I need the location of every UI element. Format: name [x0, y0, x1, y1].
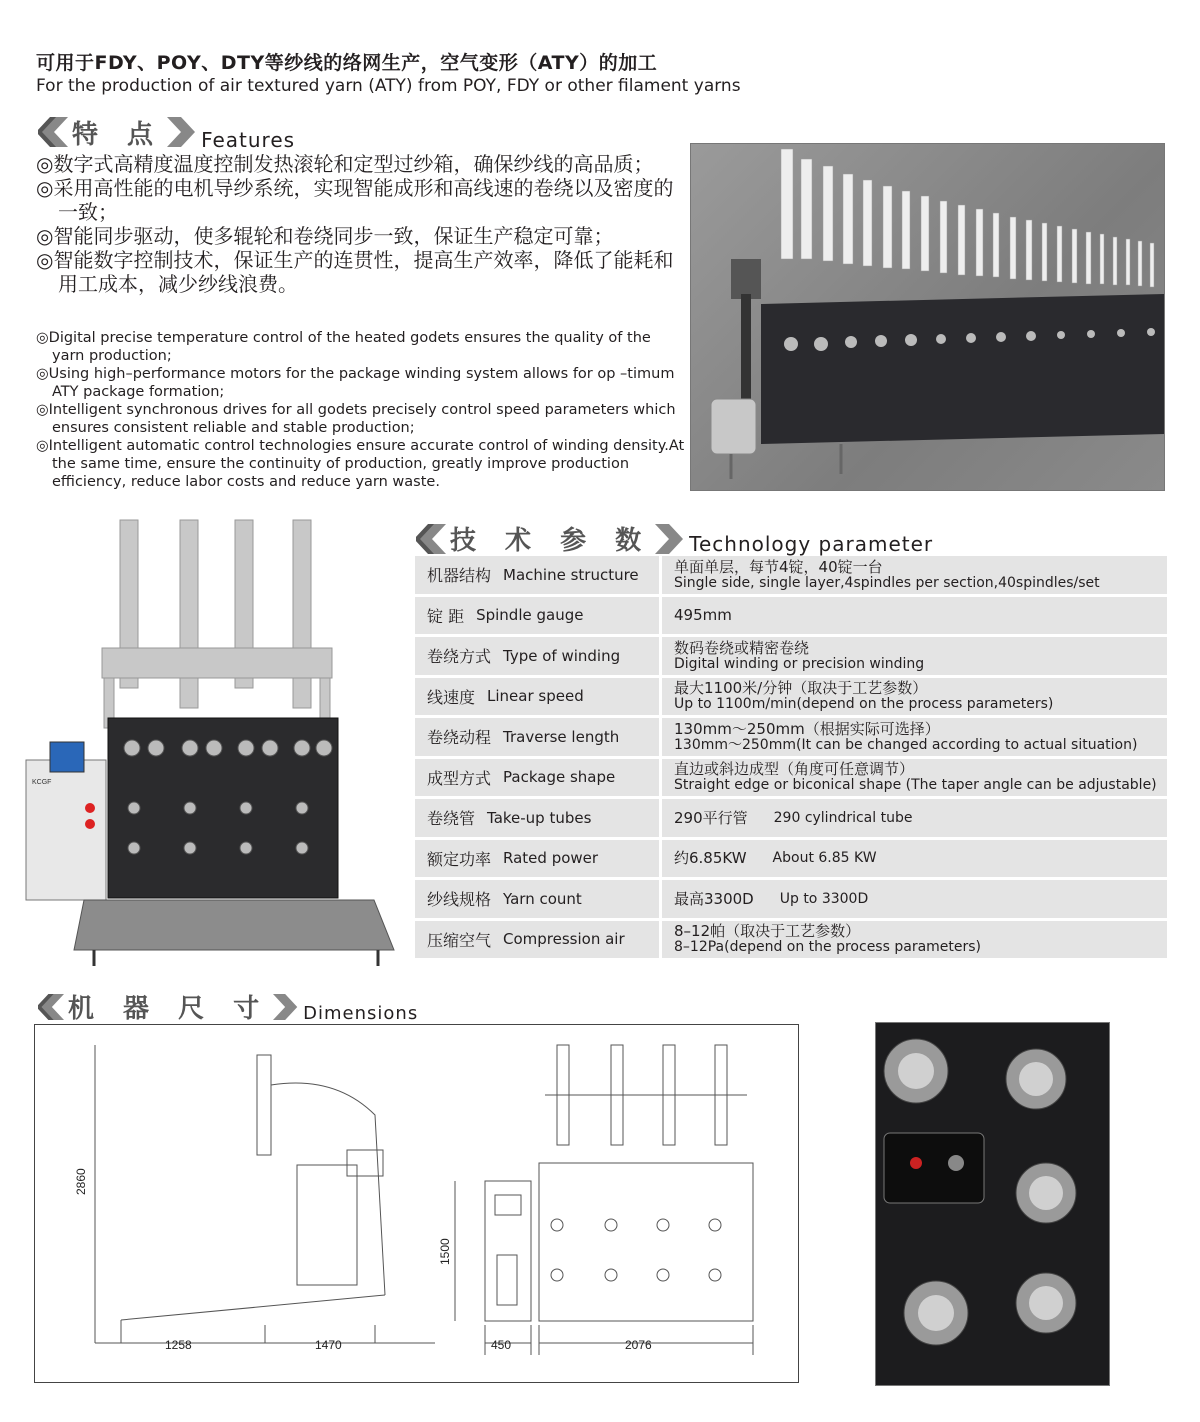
param-value-en: 8–12Pa(depend on the process parameters)	[674, 939, 982, 956]
param-value-en: Single side, single layer,4spindles per section,40spindles/set	[674, 574, 1100, 591]
table-row	[415, 556, 1167, 594]
features-heading	[38, 112, 295, 152]
tech-heading	[416, 520, 933, 557]
param-value-cn: 单面单层，每节4锭，40锭一台	[674, 557, 883, 576]
table-row	[415, 637, 1167, 675]
dim-cabinet-height-label: 1500	[438, 1238, 452, 1265]
features-list-en	[36, 329, 686, 491]
param-value-cn: 直边或斜边成型（角度可任意调节）	[674, 760, 915, 779]
param-value: 495mm	[674, 606, 732, 625]
left-chevron-icon	[38, 992, 64, 1022]
param-name-cn: 线速度	[427, 687, 476, 707]
dim-depth-a-label: 1258	[165, 1338, 192, 1352]
feature-item-cn: ◎智能数字控制技术，保证生产的连贯性，提高生产效率，降低了能耗和用工成本，减少纱线浪费。	[36, 248, 674, 296]
param-value-cn: 130mm～250mm（根据实际可选择）	[674, 719, 940, 738]
param-name-cn: 卷绕方式	[427, 647, 492, 667]
feature-item-cn: ◎数字式高精度温度控制发热滚轮和定型过纱箱，确保纱线的高品质；	[36, 152, 654, 176]
param-name-cn: 额定功率	[427, 849, 492, 869]
dimensions-heading-en: Dimensions	[303, 1003, 419, 1024]
param-value-en: Straight edge or biconical shape (The taper angle can be adjustable)	[674, 777, 1157, 794]
page-title-en: For the production of air textured yarn (ATY) from POY, FDY or other filament yarns	[36, 76, 741, 96]
param-name-en: Yarn count	[503, 889, 582, 908]
table-row	[415, 759, 1167, 797]
param-value-cn: 约6.85KW	[674, 849, 747, 868]
param-name-en: Take-up tubes	[487, 808, 592, 827]
table-row	[415, 799, 1167, 837]
param-name-en: Package shape	[503, 768, 616, 787]
godet-closeup-photo	[875, 1022, 1110, 1386]
feature-item-en: ◎Using high–performance motors for the package winding system allows for op –timum ATY package formation;	[36, 366, 675, 400]
page-title-cn: 可用于FDY、POY、DTY等纱线的络网生产，空气变形（ATY）的加工	[36, 52, 658, 74]
param-name-cn: 锭 距	[427, 606, 465, 626]
features-list-cn	[36, 152, 676, 296]
param-value-en: Up to 3300D	[779, 890, 869, 907]
param-value-en: 290 cylindrical tube	[773, 809, 913, 826]
dim-height-label: 2860	[74, 1168, 88, 1195]
param-name-cn: 卷绕动程	[427, 728, 492, 748]
right-chevron-icon	[167, 115, 197, 149]
dim-depth-b-label: 1470	[315, 1338, 342, 1352]
param-name-cn: 成型方式	[427, 768, 492, 788]
machine-front-photo	[24, 508, 404, 970]
table-row	[415, 678, 1167, 716]
param-name-cn: 机器结构	[427, 566, 492, 586]
feature-item-en: ◎Intelligent synchronous drives for all godets precisely control speed parameters which ensures consistent reliable and stable production;	[36, 402, 676, 436]
param-name-cn: 纱线规格	[427, 890, 492, 910]
features-heading-en: Features	[201, 128, 296, 152]
feature-item-cn: ◎智能同步驱动，使多辊轮和卷绕同步一致，保证生产稳定可靠；	[36, 224, 614, 248]
param-name-en: Rated power	[503, 849, 599, 868]
param-value-cn: 8–12帕（取决于工艺参数）	[674, 922, 861, 941]
features-heading-cn: 特 点	[72, 119, 164, 150]
table-row	[415, 840, 1167, 878]
panel-brand-label: KCGF	[32, 779, 52, 786]
dimensions-heading	[38, 988, 418, 1025]
param-name-en: Type of winding	[503, 646, 621, 665]
table-row	[415, 880, 1167, 918]
param-name-en: Machine structure	[503, 565, 639, 584]
param-value-cn: 数码卷绕或精密卷绕	[674, 638, 810, 657]
left-chevron-icon	[416, 522, 446, 556]
param-value-cn: 290平行管	[674, 808, 748, 827]
param-name-en: Compression air	[503, 930, 625, 949]
feature-item-en: ◎Digital precise temperature control of the heated godets ensures the quality of the yarn production;	[36, 330, 651, 364]
feature-item-en: ◎Intelligent automatic control technologies ensure accurate control of winding density.At the same time, ensure the continuity of production, greatly improve production efficiency, reduce labor costs and reduce yarn waste.	[36, 438, 685, 490]
right-chevron-icon	[273, 992, 299, 1022]
left-chevron-icon	[38, 115, 68, 149]
table-row	[415, 718, 1167, 756]
tech-heading-en: Technology parameter	[689, 531, 934, 556]
param-name-en: Spindle gauge	[476, 606, 584, 625]
param-value-en: Digital winding or precision winding	[674, 655, 925, 672]
param-value-en: 130mm～250mm(It can be changed according to actual situation)	[674, 736, 1138, 753]
tech-parameter-table	[415, 556, 1167, 961]
dim-cabinet-width-label: 450	[491, 1338, 512, 1352]
production-line-photo	[690, 143, 1165, 491]
param-value-en: Up to 1100m/min(depend on the process parameters)	[674, 696, 1054, 713]
table-row	[415, 597, 1167, 635]
dim-section-width-label: 2076	[625, 1338, 652, 1352]
param-value-cn: 最高3300D	[674, 889, 754, 908]
param-name-cn: 压缩空气	[427, 930, 492, 950]
right-chevron-icon	[655, 522, 685, 556]
param-name-en: Linear speed	[487, 687, 584, 706]
param-value-en: About 6.85 KW	[772, 850, 877, 867]
dimensions-drawing	[34, 1024, 799, 1383]
dimensions-heading-cn: 机 器 尺 寸	[68, 994, 270, 1024]
param-name-en: Traverse length	[503, 727, 620, 746]
feature-item-cn: ◎采用高性能的电机导纱系统，实现智能成形和高线速的卷绕以及密度的一致；	[36, 176, 674, 224]
param-name-cn: 卷绕管	[427, 809, 476, 829]
tech-heading-cn: 技 术 参 数	[450, 526, 652, 556]
table-row	[415, 921, 1167, 959]
param-value-cn: 最大1100米/分钟（取决于工艺参数）	[674, 679, 928, 698]
